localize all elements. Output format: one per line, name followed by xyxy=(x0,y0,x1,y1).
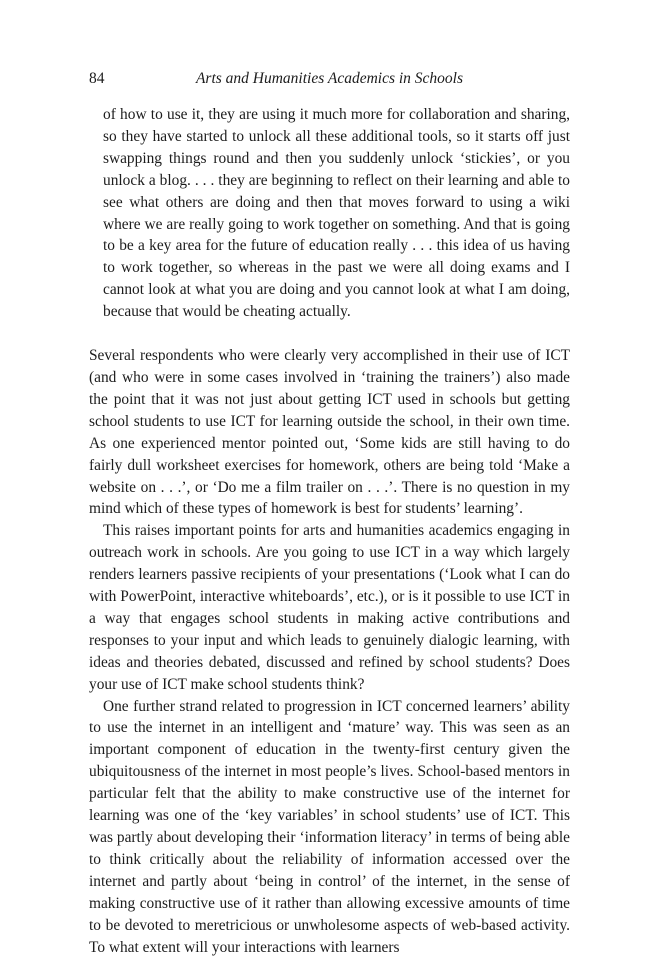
running-title: Arts and Humanities Academics in Schools xyxy=(195,70,464,87)
page-header xyxy=(89,70,570,92)
paragraph: This raises important points for arts and humanities academics engaging in outreach work in schools. Are you going to use ICT in a way which largely renders learners passive recipients of your presentations (‘Look what I can do with PowerPoint, interactive whiteboards’, etc.), or is it possible to use ICT in a way that engages school students in making active contributions and responses to your input and which leads to genuinely dialogic learning, with ideas and theories debated, discussed and refined by school students? Does your use of ICT make school students think? xyxy=(89,522,570,693)
paragraph: Several respondents who were clearly very accomplished in their use of ICT (and who were in some cases involved in ‘training the trainers’) also made the point that it was not just about getting ICT used in schools but getting school students to use ICT for learning outside the school, in their own time. As one experienced mentor pointed out, ‘Some kids are still having to do fairly dull worksheet exercises for homework, others are being told ‘Make a website on . . .’, or ‘Do me a film trailer on . . .’. There is no question in my mind which of these types of homework is best for students’ learning’. xyxy=(89,347,570,518)
block-quote: of how to use it, they are using it much more for collaboration and sharing, so they have started to unlock all these additional tools, so it starts off just swapping things round and then you suddenly unlock ‘stickies’, or you unlock a blog. . . . they are beginning to reflect on their learning and able to see what others are doing and then that moves forward to using a wiki where we are really going to work together on something. And that is going to be a key area for the future of education really . . . this idea of us having to work together, so whereas in the past we were all doing exams and I cannot look at what you are doing and you cannot look at what I am doing, because that would be cheating actually. xyxy=(103,106,570,321)
body-text xyxy=(89,104,570,958)
page-number: 84 xyxy=(89,70,105,87)
paragraph: One further strand related to progression in ICT concerned learners’ ability to use the internet in an intelligent and ‘mature’ way. This was seen as an important component of education in the twenty-first century given the ubiquitousness of the internet in most people’s lives. School-based mentors in particular felt that the ability to make constructive use of the internet for learning was one of the ‘key variables’ in school students’ use of ICT. This was partly about developing their ‘information literacy’ in terms of being able to think critically about the reliability of information accessed over the internet and partly about ‘being in control’ of the internet, in the sense of making constructive use of it rather than allowing excessive amounts of time to be devoted to meretricious or unwholesome aspects of web-based activity. To what extent will your interactions with learners xyxy=(89,697,570,956)
